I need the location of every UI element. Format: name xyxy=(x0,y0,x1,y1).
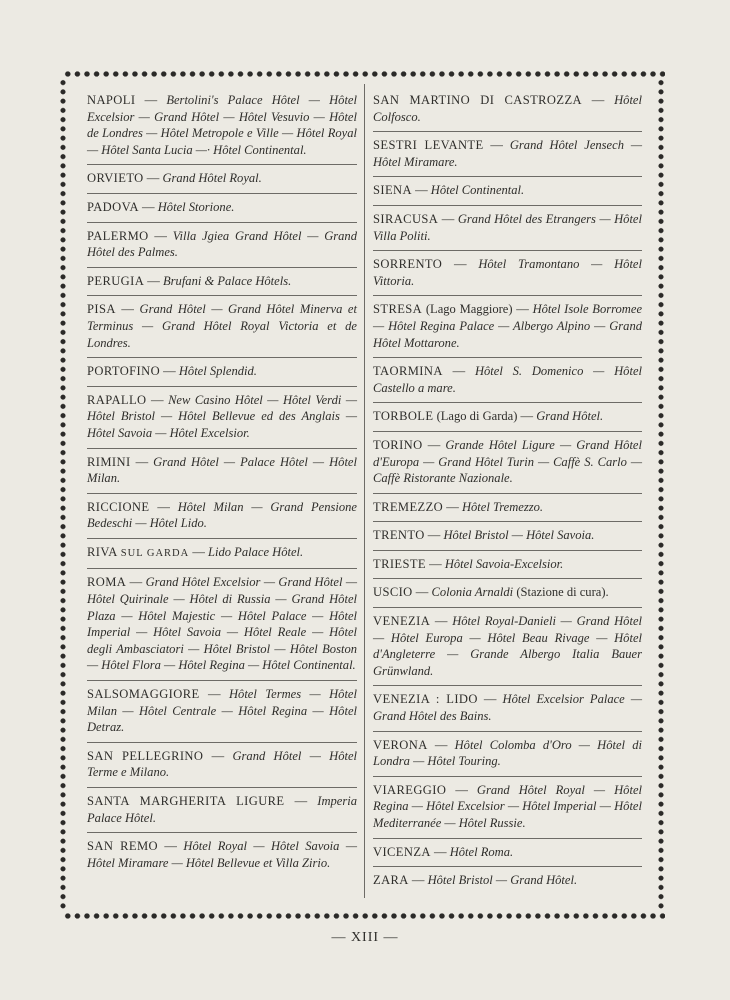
city-name: SAN PELLEGRINO xyxy=(87,748,204,763)
hotel-entry: PERUGIA — Brufani & Palace Hôtels. xyxy=(87,273,357,297)
city-name: NAPOLI xyxy=(87,93,136,107)
city-name: SALSOMAGGIORE xyxy=(87,687,200,702)
hotel-list: Hôtel Colomba d'Oro — Hôtel di Londra — Hôtel Touring. xyxy=(373,737,642,769)
city-qualifier: (Lago Maggiore) xyxy=(425,302,513,317)
city-name: TREMEZZO xyxy=(373,499,444,514)
hotel-list: Hôtel S. Domenico — Hôtel Castello a mare. xyxy=(373,364,642,395)
hotel-list: Hôtel Royal-Danieli — Grand Hôtel — Hôtel Europa — Hôtel Beau Rivage — Hôtel d'Angleterre — Grande Albergo Italia Bauer Grünwland. xyxy=(373,614,642,678)
hotel-entry: SORRENTO — Hôtel Tramontano — Hôtel Vittoria. xyxy=(373,256,642,296)
hotel-entry: TREMEZZO — Hôtel Tremezzo. xyxy=(373,499,642,523)
hotel-list: Grand Hôtel Royal — Hôtel Regina — Hôtel Excelsior — Hôtel Imperial — Hôtel Mediterranée — Hôtel Russie. xyxy=(373,782,642,830)
hotel-list: Hôtel Excelsior Palace — Grand Hôtel des Bains. xyxy=(373,692,642,724)
city-name: ROMA xyxy=(87,575,127,590)
hotel-list: Imperia Palace Hôtel. xyxy=(87,794,357,825)
hotel-entry: ORVIETO — Grand Hôtel Royal. xyxy=(87,170,357,194)
city-name: RIVA xyxy=(87,544,118,559)
hotel-list: Grand Hôtel Excelsior — Grand Hôtel — Hôtel Quirinale — Hôtel di Russia — Grand Hôtel Plaza — Hôtel Majestic — Hôtel Palace — Hôtel Imperial — Hôtel Savoia — Hôtel Reale — Hôtel degli Ambasciatori — Hôtel Bristol — Hôtel Boston — Hôtel Flora — Hôtel Regina — Hôtel Continental. xyxy=(87,575,357,673)
city-name: SIRACUSA xyxy=(373,211,439,226)
hotel-entry: SIENA — Hôtel Continental. xyxy=(373,182,642,206)
city-name: VENEZIA : LIDO xyxy=(373,692,478,707)
hotel-entry: ROMA — Grand Hôtel Excelsior — Grand Hôtel — Hôtel Quirinale — Hôtel di Russia — Grand Hôtel Plaza — Hôtel Majestic — Hôtel Palace — Hôtel Imperial — Hôtel Savoia — Hôtel Reale — Hôtel degli Ambasciatori — Hôtel Bristol — Hôtel Boston — Hôtel Flora — Hôtel Regina — Hôtel Continental. xyxy=(87,574,357,681)
city-qualifier: SUL GARDA xyxy=(120,547,190,559)
hotel-list: Grand Hôtel — Palace Hôtel — Hôtel Milan. xyxy=(87,454,357,486)
city-name: SAN MARTINO DI CASTROZZA xyxy=(373,93,582,107)
hotel-entry: VERONA — Hôtel Colomba d'Oro — Hôtel di Londra — Hôtel Touring. xyxy=(373,737,642,777)
city-name: PISA xyxy=(87,302,116,317)
city-name: VIAREGGIO xyxy=(373,782,447,797)
hotel-entry: RICCIONE — Hôtel Milan — Grand Pensione Bedeschi — Hôtel Lido. xyxy=(87,499,357,539)
hotel-entry: PISA — Grand Hôtel — Grand Hôtel Minerva et Terminus — Grand Hôtel Royal Victoria et de Londres. xyxy=(87,301,357,358)
hotel-list: Hôtel Bristol — Hôtel Savoia. xyxy=(443,528,595,543)
city-name: SANTA MARGHERITA LIGURE xyxy=(87,794,285,808)
hotel-entry: ZARA — Hôtel Bristol — Grand Hôtel. xyxy=(373,873,578,888)
hotel-entry: NAPOLI — Bertolini's Palace Hôtel — Hôtel Excelsior — Grand Hôtel — Hôtel Vesuvio — Hôtel de Londres — Hôtel Metropole e Ville — Hôtel Royal — Hôtel Santa Lucia —· Hôtel Continental. xyxy=(87,92,357,165)
city-name: RIMINI xyxy=(87,454,131,469)
hotel-entry: PALERMO — Villa Jgiea Grand Hôtel — Grand Hôtel des Palmes. xyxy=(87,228,357,268)
city-name: SIENA xyxy=(373,183,412,198)
city-name: SESTRI LEVANTE xyxy=(373,138,484,153)
hotel-list: Villa Jgiea Grand Hôtel — Grand Hôtel des Palmes. xyxy=(87,228,357,260)
hotel-entry: SANTA MARGHERITA LIGURE — Imperia Palace Hôtel. xyxy=(87,793,357,833)
hotel-list: Colonia Arnaldi xyxy=(431,585,514,600)
hotel-list: Hôtel Termes — Hôtel Milan — Hôtel Centrale — Hôtel Regina — Hôtel Detraz. xyxy=(87,687,357,735)
hotel-list: Grand Hôtel — Hôtel Terme e Milano. xyxy=(87,748,358,780)
city-name: VERONA xyxy=(373,737,428,752)
hotel-list: Hôtel Tremezzo. xyxy=(461,499,544,514)
hotel-list: Grand Hôtel Jensech — Hôtel Miramare. xyxy=(373,138,642,169)
hotel-list: Grand Hôtel. xyxy=(536,409,604,424)
hotel-list: Bertolini's Palace Hôtel — Hôtel Excelsior — Grand Hôtel — Hôtel Vesuvio — Hôtel de Londres — Hôtel Metropole e Ville — Hôtel Royal — Hôtel Santa Lucia —· Hôtel Continental. xyxy=(87,93,357,157)
hotel-list: Hôtel Milan — Grand Pensione Bedeschi — Hôtel Lido. xyxy=(87,499,357,531)
city-name: VENEZIA xyxy=(373,614,431,629)
hotel-entry: SIRACUSA — Grand Hôtel des Etrangers — Hôtel Villa Politi. xyxy=(373,211,642,251)
hotel-entry: SAN MARTINO DI CASTROZZA — Hôtel Colfosco. xyxy=(373,92,642,132)
hotel-entry: PADOVA — Hôtel Storione. xyxy=(87,199,357,223)
city-name: PERUGIA xyxy=(87,273,145,288)
dotted-border-bottom xyxy=(63,912,665,920)
hotel-entry: USCIO — Colonia Arnaldi (Stazione di cura). xyxy=(373,584,642,608)
hotel-entry: VENEZIA : LIDO — Hôtel Excelsior Palace — Grand Hôtel des Bains. xyxy=(373,691,642,731)
left-column xyxy=(87,92,357,882)
hotel-entry: SALSOMAGGIORE — Hôtel Termes — Hôtel Milan — Hôtel Centrale — Hôtel Regina — Hôtel Detraz. xyxy=(87,686,357,743)
hotel-entry: SAN PELLEGRINO — Grand Hôtel — Hôtel Terme e Milano. xyxy=(87,748,357,788)
entry-note: (Stazione di cura). xyxy=(516,585,609,600)
hotel-list: Hôtel Storione. xyxy=(157,199,235,214)
dotted-border-left xyxy=(59,78,67,912)
city-name: TAORMINA xyxy=(373,364,443,379)
hotel-list: Grande Hôtel Ligure — Grand Hôtel d'Europa — Grand Hôtel Turin — Caffè S. Carlo — Caffè Ristorante Nazionale. xyxy=(373,437,642,486)
city-name: ORVIETO xyxy=(87,171,144,186)
hotel-entry: SAN REMO — Hôtel Royal — Hôtel Savoia — Hôtel Miramare — Hôtel Bellevue et Villa Zirio. xyxy=(87,839,357,870)
city-name: PALERMO xyxy=(87,228,149,243)
hotel-entry: RIVA SUL GARDA — Lido Palace Hôtel. xyxy=(87,544,357,570)
hotel-entry: RIMINI — Grand Hôtel — Palace Hôtel — Hôtel Milan. xyxy=(87,454,357,494)
hotel-list: New Casino Hôtel — Hôtel Verdi — Hôtel Bristol — Hôtel Bellevue ed des Anglais — Hôtel Savoia — Hôtel Excelsior. xyxy=(87,392,357,440)
hotel-list: Hôtel Splendid. xyxy=(178,364,257,379)
hotel-entry: PORTOFINO — Hôtel Splendid. xyxy=(87,363,357,387)
hotel-entry: SESTRI LEVANTE — Grand Hôtel Jensech — Hôtel Miramare. xyxy=(373,137,642,177)
city-name: SORRENTO xyxy=(373,257,443,272)
hotel-list: Hôtel Savoia-Excelsior. xyxy=(444,556,564,571)
hotel-list: Hôtel Roma. xyxy=(449,844,514,859)
city-name: RAPALLO xyxy=(87,392,147,407)
dotted-border-top xyxy=(63,70,665,78)
page-number: — XIII — xyxy=(331,930,399,945)
hotel-entry: TAORMINA — Hôtel S. Domenico — Hôtel Castello a mare. xyxy=(373,363,642,403)
hotel-list: Hôtel Royal — Hôtel Savoia — Hôtel Miramare — Hôtel Bellevue et Villa Zirio. xyxy=(87,839,357,870)
hotel-list: Grand Hôtel des Etrangers — Hôtel Villa Politi. xyxy=(373,211,642,243)
city-name: ZARA xyxy=(373,873,409,888)
city-name: STRESA xyxy=(373,302,423,317)
hotel-entry: VICENZA — Hôtel Roma. xyxy=(373,844,642,868)
hotel-list: Brufani & Palace Hôtels. xyxy=(163,273,292,288)
hotel-entry: TRIESTE — Hôtel Savoia-Excelsior. xyxy=(373,556,642,580)
hotel-list: Lido Palace Hôtel. xyxy=(208,544,304,559)
column-divider xyxy=(364,84,365,898)
city-name: USCIO xyxy=(373,585,413,600)
hotel-entry: VENEZIA — Hôtel Royal-Danieli — Grand Hôtel — Hôtel Europa — Hôtel Beau Rivage — Hôtel d'Angleterre — Grande Albergo Italia Bauer Grünwland. xyxy=(373,613,642,686)
hotel-entry: STRESA (Lago Maggiore) — Hôtel Isole Borromee — Hôtel Regina Palace — Albergo Alpino — Grand Hôtel Mottarone. xyxy=(373,301,642,358)
hotel-entry: TRENTO — Hôtel Bristol — Hôtel Savoia. xyxy=(373,527,642,551)
hotel-entry: TORBOLE (Lago di Garda) — Grand Hôtel. xyxy=(373,408,642,432)
city-name: SAN REMO xyxy=(87,839,158,854)
hotel-list: Hôtel Continental. xyxy=(430,183,525,198)
hotel-list: Hôtel Colfosco. xyxy=(373,93,642,124)
city-name: TORINO xyxy=(373,437,423,452)
city-name: VICENZA xyxy=(373,844,431,859)
dotted-border-right xyxy=(657,78,665,912)
hotel-entry: TORINO — Grande Hôtel Ligure — Grand Hôtel d'Europa — Grand Hôtel Turin — Caffè S. Carlo — Caffè Ristorante Nazionale. xyxy=(373,437,642,494)
city-name: RICCIONE xyxy=(87,499,150,514)
hotel-entry: RAPALLO — New Casino Hôtel — Hôtel Verdi — Hôtel Bristol — Hôtel Bellevue ed des Anglais — Hôtel Savoia — Hôtel Excelsior. xyxy=(87,392,357,449)
hotel-list: Hôtel Isole Borromee — Hôtel Regina Palace — Albergo Alpino — Grand Hôtel Mottarone. xyxy=(373,302,643,350)
city-name: TRENTO xyxy=(373,528,425,543)
city-qualifier: (Lago di Garda) xyxy=(436,409,518,424)
city-name: TRIESTE xyxy=(373,556,426,571)
hotel-entry: VIAREGGIO — Grand Hôtel Royal — Hôtel Regina — Hôtel Excelsior — Hôtel Imperial — Hôtel Mediterranée — Hôtel Russie. xyxy=(373,782,642,839)
hotel-list: Hôtel Tramontano — Hôtel Vittoria. xyxy=(373,257,642,288)
city-name: PORTOFINO xyxy=(87,364,161,379)
city-name: TORBOLE xyxy=(373,409,434,424)
hotel-list: Hôtel Bristol — Grand Hôtel. xyxy=(427,873,578,888)
hotel-list: Grand Hôtel — Grand Hôtel Minerva et Terminus — Grand Hôtel Royal Victoria et de Londres. xyxy=(87,302,357,350)
hotel-list: Grand Hôtel Royal. xyxy=(162,171,262,186)
city-name: PADOVA xyxy=(87,199,139,214)
right-column xyxy=(373,92,642,900)
